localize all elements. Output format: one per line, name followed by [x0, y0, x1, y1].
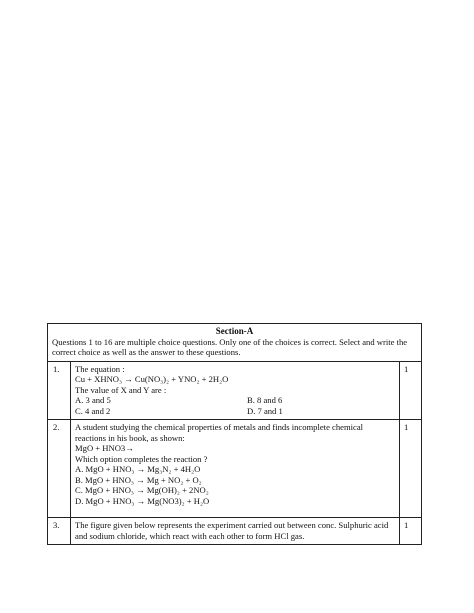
question-marks: 1	[404, 363, 409, 374]
section-instructions: Questions 1 to 16 are multiple choice questions. Only one of the choices is correct. Select and write the correct choice as well as the answer to these questions.	[52, 336, 408, 357]
section-header	[48, 324, 421, 362]
option-c: C. 4 and 2	[75, 405, 111, 416]
question-body	[71, 420, 400, 517]
question-equation: MgO + HNO3→	[75, 443, 134, 453]
question-body	[71, 362, 400, 420]
question-number: 3.	[48, 518, 71, 544]
question-number: 1.	[48, 362, 71, 420]
question-line: The value of X and Y are :	[75, 384, 167, 395]
option-grid	[75, 395, 395, 416]
option-b: B. 8 and 6	[247, 395, 283, 405]
question-line: The figure given below represents the experiment carried out between conc. Sulphuric acid and sodium chloride, which react with each other to form HCl gas.	[75, 520, 389, 541]
option-a: A. MgO + HNO₃ → Mg₃N₂ + 4H₂O	[75, 464, 201, 474]
question-number: 2.	[48, 420, 71, 517]
question-table	[47, 323, 422, 545]
question-line: A student studying the chemical properties of metals and finds incomplete chemical reactions in his book, as shown:	[75, 422, 364, 443]
question-equation: Cu + XHNO₃ → Cu(NO₃)₂ + YNO₂ + 2H₂O	[75, 374, 229, 384]
option-a: A. 3 and 5	[75, 395, 111, 405]
question-body	[71, 518, 400, 544]
question-row-3	[48, 518, 421, 544]
question-row-2	[48, 420, 421, 518]
question-line: The equation :	[75, 363, 125, 374]
question-marks: 1	[404, 422, 409, 432]
option-d: D. 7 and 1	[247, 405, 283, 416]
row-spacer	[75, 506, 395, 514]
option-c: C. MgO + HNO₃ → Mg(OH)₂ + 2NO₂	[75, 485, 209, 495]
section-title: Section-A	[215, 326, 254, 336]
question-line: Which option completes the reaction ?	[75, 453, 208, 464]
question-marks: 1	[404, 520, 409, 530]
question-row-1	[48, 362, 421, 421]
option-b: B. MgO + HNO₃ → Mg + NO₂ + O₂	[75, 474, 202, 485]
option-d: D. MgO + HNO₃ → Mg(NO3)₂ + H₂O	[75, 495, 210, 506]
